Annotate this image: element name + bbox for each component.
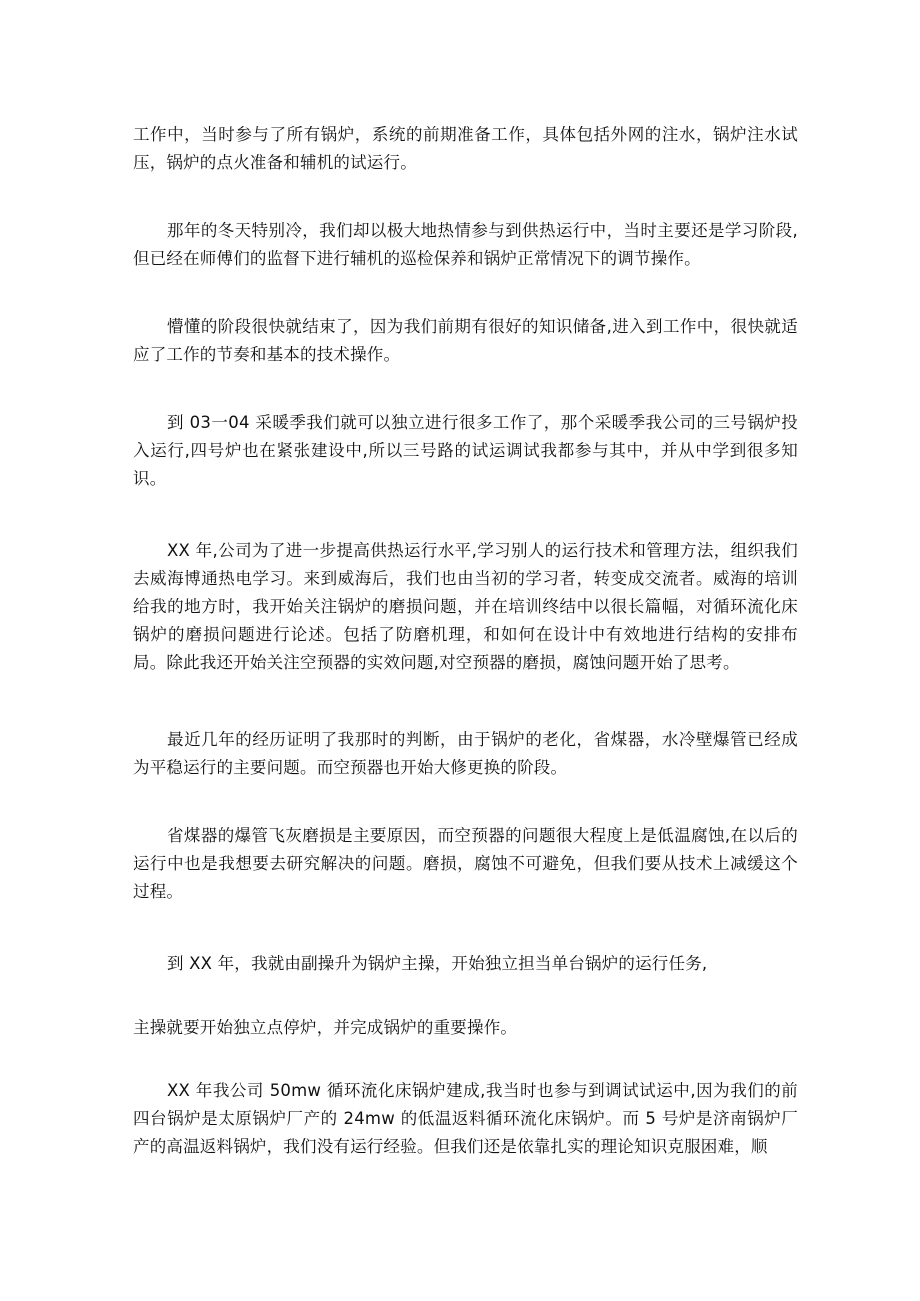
paragraph-3: 懵懂的阶段很快就结束了，因为我们前期有很好的知识储备,进入到工作中，很快就适应了工作的节奏和基本的技术操作。 [133, 317, 798, 364]
paragraph-4: 到 03一04 采暖季我们就可以独立进行很多工作了，那个采暖季我公司的三号锅炉投入运行,四号炉也在紧张建设中,所以三号路的试运调试我都参与其中，并从中学到很多知识。 [133, 413, 798, 488]
paragraph-8: 到 XX 年，我就由副操升为锅炉主操，开始独立担当单台锅炉的运行任务, [167, 954, 708, 973]
paragraph-7: 省煤器的爆管飞灰磨损是主要原因，而空预器的问题很大程度上是低温腐蚀,在以后的运行中也是我想要去研究解决的问题。磨损，腐蚀不可避免，但我们要从技术上减缓这个过程。 [133, 826, 798, 901]
paragraph-2: 那年的冬天特别冷，我们却以极大地热情参与到供热运行中，当时主要还是学习阶段,但已经在师傅们的监督下进行辅机的巡检保养和锅炉正常情况下的调节操作。 [133, 221, 798, 268]
paragraph-1: 工作中，当时参与了所有锅炉，系统的前期准备工作，具体包括外网的注水，锅炉注水试压，锅炉的点火准备和辅机的试运行。 [133, 125, 798, 172]
paragraph-10: XX 年我公司 50mw 循环流化床锅炉建成,我当时也参与到调试试运中,因为我们的前四台锅炉是太原锅炉厂产的 24mw 的低温返料循环流化床锅炉。而 5 号炉是济南锅炉厂产的高温返料锅炉，我们没有运行经验。但我们还是依靠扎实的理论知识克服困难，顺 [133, 1081, 798, 1156]
paragraph-9: 主操就要开始独立点停炉，并完成锅炉的重要操作。 [133, 1018, 518, 1037]
paragraph-5: XX 年,公司为了进一步提高供热运行水平,学习别人的运行技术和管理方法，组织我们去威海博通热电学习。来到威海后，我们也由当初的学习者，转变成交流者。威海的培训给我的地方时，我开始关注锅炉的磨损问题，并在培训终结中以很长篇幅，对循环流化床锅炉的磨损问题进行论述。包括了防磨机理，和如何在设计中有效地进行结构的安排布局。除此我还开始关注空预器的实效问题,对空预器的磨损，腐蚀问题开始了思考。 [133, 541, 798, 672]
paragraph-6: 最近几年的经历证明了我那时的判断，由于锅炉的老化，省煤器，水冷壁爆管已经成为平稳运行的主要问题。而空预器也开始大修更换的阶段。 [133, 730, 798, 777]
